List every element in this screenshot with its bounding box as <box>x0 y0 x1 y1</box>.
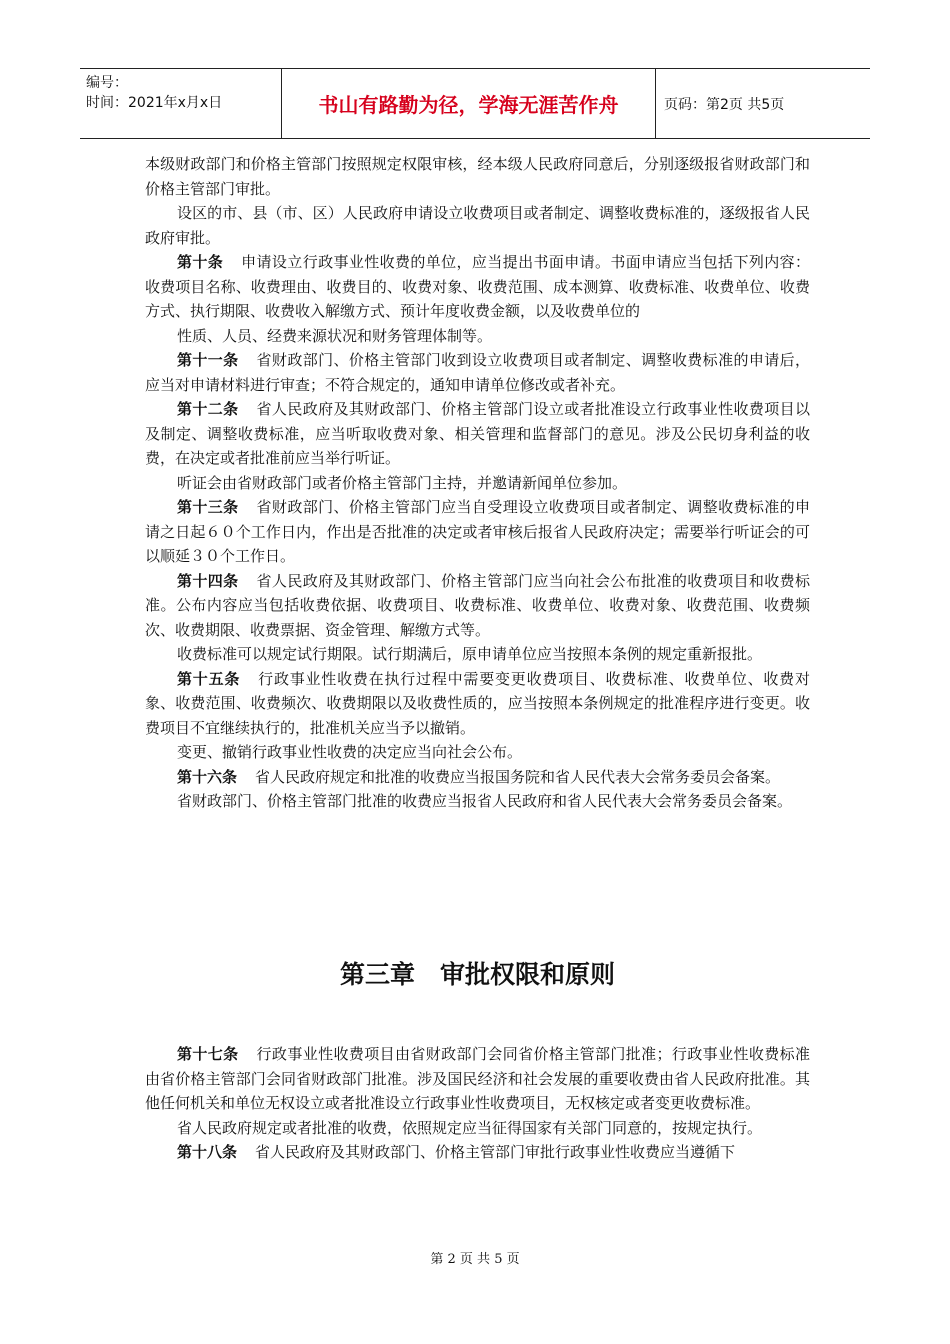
article-number: 第十二条 <box>177 400 239 418</box>
paragraph <box>145 740 810 765</box>
paragraph-text: 变更、撤销行政事业性收费的决定应当向社会公布。 <box>177 743 523 761</box>
paragraph-text: 省人民政府规定和批准的收费应当报国务院和省人民代表大会常务委员会备案。 <box>255 767 781 786</box>
header-page-info: 页码：第2页 共5页 <box>664 96 785 113</box>
paragraph <box>145 1140 810 1165</box>
paragraph-text: 本级财政部门和价格主管部门按照规定权限审核，经本级人民政府同意后，分别逐级报省财政部门和价格主管部门审批。 <box>145 155 810 198</box>
document-header <box>80 68 870 139</box>
paragraph-text: 行政事业性收费在执行过程中需要变更收费项目、收费标准、收费单位、收费对象、收费范围、收费频次、收费期限以及收费性质的，应当按照本条例规定的批准程序进行变更。收费项目不宜继续执行的，批准机关应当予以撤销。 <box>145 669 810 737</box>
paragraph-text: 收费标准可以规定试行期限。试行期满后，原申请单位应当按照本条例的规定重新报批。 <box>177 645 763 663</box>
chapter-title: 第三章 审批权限和原则 <box>339 960 615 989</box>
header-motto: 书山有路勤为径，学海无涯苦作舟 <box>282 69 656 138</box>
paragraph-text: 省人民政府规定或者批准的收费，依照规定应当征得国家有关部门同意的，按规定执行。 <box>177 1118 763 1137</box>
paragraph-text: 省财政部门、价格主管部门批准的收费应当报省人民政府和省人民代表大会常务委员会备案。 <box>177 792 793 810</box>
document-body-continued <box>145 1042 810 1165</box>
document-date: 时间：2021年x月x日 <box>86 95 223 111</box>
header-meta <box>80 69 282 138</box>
paragraph <box>145 201 810 250</box>
paragraph-text: 性质、人员、经费来源状况和财务管理体制等。 <box>177 326 493 345</box>
article-number: 第十一条 <box>177 351 239 369</box>
paragraph-text: 省财政部门、价格主管部门收到设立收费项目或者制定、调整收费标准的申请后，应当对申请材料进行审查；不符合规定的，通知申请单位修改或者补充。 <box>145 351 810 394</box>
paragraph <box>145 397 810 471</box>
paragraph <box>145 250 810 324</box>
paragraph-text: 申请设立行政事业性收费的单位，应当提出书面申请。书面申请应当包括下列内容：收费项目名称、收费理由、收费目的、收费对象、收费范围、成本测算、收费标准、收费单位、收费方式、执行期限、收费收入解缴方式、预计年度收费金额，以及收费单位的 <box>145 253 810 320</box>
paragraph <box>145 642 810 667</box>
paragraph <box>145 495 810 569</box>
paragraph-text: 听证会由省财政部门或者价格主管部门主持，并邀请新闻单位参加。 <box>177 473 628 492</box>
paragraph <box>145 348 810 397</box>
paragraph <box>145 152 810 201</box>
paragraph <box>145 569 810 643</box>
paragraph <box>145 1116 810 1141</box>
article-number: 第十五条 <box>177 669 241 688</box>
article-number: 第十条 <box>177 253 224 271</box>
page-footer: 第 2 页 共 5 页 <box>430 1252 520 1267</box>
article-number: 第十三条 <box>177 498 239 516</box>
article-number: 第十四条 <box>177 571 239 590</box>
article-number: 第十七条 <box>177 1045 239 1063</box>
document-body <box>145 152 810 814</box>
paragraph <box>145 789 810 814</box>
paragraph <box>145 471 810 496</box>
article-number: 第十八条 <box>177 1143 238 1161</box>
paragraph-text: 省人民政府及其财政部门、价格主管部门设立或者批准设立行政事业性收费项目以及制定、调整收费标准，应当听取收费对象、相关管理和监督部门的意见。涉及公民切身利益的收费，在决定或者批准前应当举行听证。 <box>145 400 810 467</box>
paragraph <box>145 324 810 349</box>
document-number-label: 编号： <box>86 75 128 91</box>
paragraph-text: 省人民政府及其财政部门、价格主管部门应当向社会公布批准的收费项目和收费标准。公布内容应当包括收费依据、收费项目、收费标准、收费单位、收费对象、收费范围、收费频次、收费期限、收费票据、资金管理、解缴方式等。 <box>145 571 810 639</box>
paragraph <box>145 667 810 741</box>
paragraph-text: 设区的市、县（市、区）人民政府申请设立收费项目或者制定、调整收费标准的，逐级报省人民政府审批。 <box>145 204 810 247</box>
paragraph-text: 行政事业性收费项目由省财政部门会同省价格主管部门批准；行政事业性收费标准由省价格主管部门会同省财政部门批准。涉及国民经济和社会发展的重要收费由省人民政府批准。其他任何机关和单位无权设立或者批准设立行政事业性收费项目，无权核定或者变更收费标准。 <box>145 1045 810 1112</box>
paragraph-text: 省人民政府及其财政部门、价格主管部门审批行政事业性收费应当遵循下 <box>255 1143 736 1161</box>
paragraph-text: 省财政部门、价格主管部门应当自受理设立收费项目或者制定、调整收费标准的申请之日起６０个工作日内，作出是否批准的决定或者审核后报省人民政府决定；需要举行听证会的可以顺延３０个工作日。 <box>145 498 810 565</box>
article-number: 第十六条 <box>177 767 238 786</box>
paragraph <box>145 1042 810 1116</box>
paragraph <box>145 765 810 790</box>
